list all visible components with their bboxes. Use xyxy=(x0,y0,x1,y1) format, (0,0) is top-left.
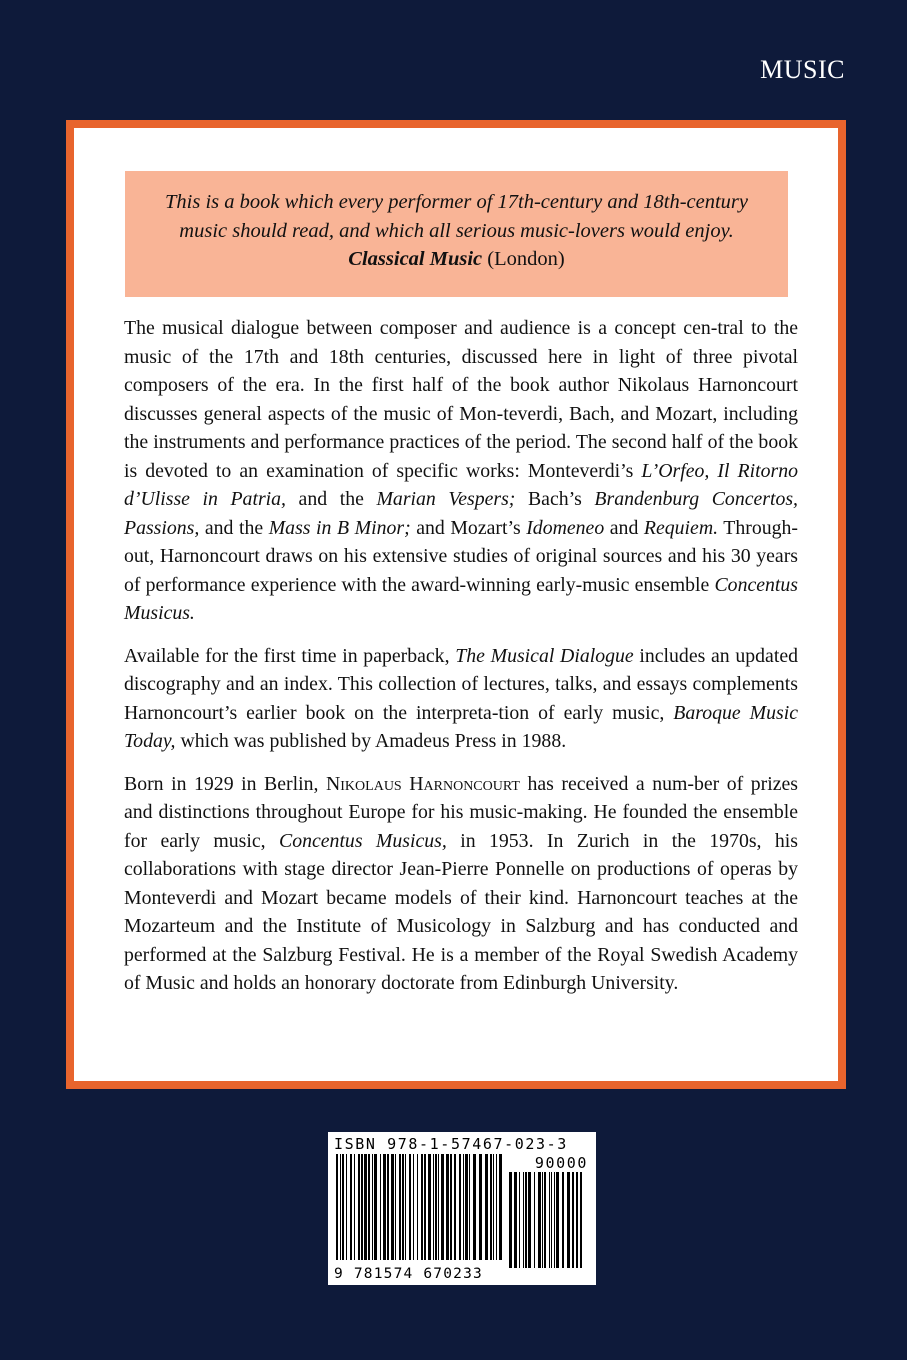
work-title: Requiem. xyxy=(643,516,719,539)
barcode-bar xyxy=(340,1154,341,1260)
work-title: Marian Vespers; xyxy=(376,488,516,510)
paragraph-overview xyxy=(124,314,798,628)
barcode-bar xyxy=(450,1154,452,1260)
ean-barcode-bars xyxy=(336,1154,506,1260)
barcode-bar xyxy=(523,1172,524,1268)
barcode-bar xyxy=(383,1154,386,1260)
price-code: 90000 xyxy=(534,1154,588,1172)
quote-line-2: music should read, and which all serious music-lovers would enjoy. xyxy=(179,219,734,242)
text: Born in 1929 in Berlin, xyxy=(124,772,326,795)
isbn-number: ISBN 978-1-57467-023-3 xyxy=(334,1135,568,1153)
barcode-bar xyxy=(496,1154,497,1260)
barcode-bar xyxy=(358,1154,360,1260)
barcode-bar xyxy=(509,1172,512,1268)
barcode-bar xyxy=(428,1154,431,1260)
text: in 1953. In Zurich in the 1970s, his collaborations with stage director Jean-Pierre Ponnelle on productions of operas by Monteverdi and Mozart became models of their kind. Harnoncourt teaches at the Mozarteum and the Institute of Musicology in Salzburg and has conducted and performed at the Salzburg Festival. He is a member of the Royal Swedish Academy of Music and holds an honorary doctorate from Edinburgh University. xyxy=(124,829,798,994)
barcode-bar xyxy=(465,1154,468,1260)
barcode-bar xyxy=(387,1154,389,1260)
barcode-bar xyxy=(493,1154,494,1260)
barcode-bar xyxy=(336,1154,338,1260)
barcode-bar xyxy=(544,1172,546,1268)
barcode-bar xyxy=(409,1154,411,1260)
barcode-bar xyxy=(346,1154,347,1260)
barcode-bar xyxy=(473,1154,476,1260)
barcode-bar xyxy=(435,1154,437,1260)
barcode-bar xyxy=(402,1154,404,1260)
barcode-bar xyxy=(528,1172,531,1268)
barcode-bar xyxy=(350,1154,352,1260)
barcode-bar xyxy=(567,1172,570,1268)
barcode-bar xyxy=(459,1154,461,1260)
text: and the xyxy=(199,516,269,539)
barcode-bar xyxy=(580,1172,582,1268)
text: has received a num-ber of prizes and distinctions throughout Europe for his music-making. He founded the ensemble for early music, xyxy=(124,772,798,852)
work-title: Idomeneo xyxy=(526,516,605,539)
ean-digits: 9 781574 670233 xyxy=(334,1266,483,1282)
barcode-bar xyxy=(368,1154,370,1260)
text: Bach’s xyxy=(515,488,595,510)
barcode-bar xyxy=(551,1172,552,1268)
barcode-bar xyxy=(534,1172,535,1268)
work-title: Mass in B Minor; xyxy=(268,516,411,539)
paragraph-author-bio xyxy=(124,770,798,998)
barcode-bar xyxy=(380,1154,381,1260)
barcode-bar xyxy=(519,1172,520,1268)
barcode-bar xyxy=(391,1154,394,1260)
work-title: L’Orfeo, Il Ritorno d’Ulisse in Patria, xyxy=(124,459,798,510)
barcode-bar xyxy=(463,1154,464,1260)
barcode-bar xyxy=(395,1154,396,1260)
barcode-bar xyxy=(364,1154,367,1260)
ensemble-name: Concentus Musicus. xyxy=(124,573,798,624)
barcode-bar xyxy=(342,1154,344,1260)
barcode-bar xyxy=(549,1172,550,1268)
book-title: Baroque Music Today, xyxy=(124,701,798,752)
text: and xyxy=(604,516,644,539)
cover-frame xyxy=(66,120,846,1089)
barcode-bar xyxy=(372,1154,373,1260)
barcode-bar xyxy=(454,1154,456,1260)
quote-source xyxy=(125,245,788,274)
barcode-bar xyxy=(413,1154,414,1260)
barcode-bar xyxy=(441,1154,444,1260)
work-title: Brandenburg Concertos, Passions, xyxy=(124,488,799,539)
barcode-bar xyxy=(399,1154,401,1260)
barcode-bar xyxy=(424,1154,426,1260)
barcode-bar xyxy=(405,1154,406,1260)
text: and Mozart’s xyxy=(410,516,527,539)
text: The musical dialogue between composer and audience is a concept cen-tral to the music of the 17th and 18th centuries, discussed here in light of three pivotal composers of the era. In the first half of the book author Nikolaus Harnoncourt discusses general aspects of the music of Mon-teverdi, Bach, and Mozart, including the instruments and performance practices of the period. The second half of the book is devoted to an examination of specific works: Monteverdi’s xyxy=(124,317,798,482)
quote-source-place: (London) xyxy=(487,248,565,270)
text: which was published by Amadeus Press in 1988. xyxy=(175,730,567,752)
paragraph-edition xyxy=(124,642,798,756)
author-name: Nikolaus Harnoncourt xyxy=(325,772,520,795)
barcode-bar xyxy=(562,1172,564,1268)
quote-line-1: This is a book which every performer of 17th-century and 18th-century xyxy=(165,191,748,213)
text: includes an updated discography and an index. This collection of lectures, talks, and essays complements Harnoncourt’s earlier book on the interpreta-tion of early music, xyxy=(124,644,798,724)
barcode-bar xyxy=(556,1172,559,1268)
text: and the xyxy=(285,488,377,510)
barcode-bar xyxy=(490,1154,492,1260)
ensemble-name: Concentus Musicus, xyxy=(279,829,447,852)
barcode-bar xyxy=(572,1172,574,1268)
barcode-bar xyxy=(354,1154,355,1260)
quote-source-name: Classical Music xyxy=(348,248,483,270)
barcode-bar xyxy=(469,1154,470,1260)
barcode-bar xyxy=(525,1172,527,1268)
text: Through-out, Harnoncourt draws on his extensive studies of original sources and his 30 years of performance experience with the award-winning early-music ensemble xyxy=(124,516,798,596)
book-title: The Musical Dialogue xyxy=(455,644,634,667)
barcode-bar xyxy=(538,1172,541,1268)
barcode-bar xyxy=(446,1154,449,1260)
category-label: MUSIC xyxy=(760,55,845,84)
barcode-bar xyxy=(485,1154,488,1260)
description-body xyxy=(124,314,798,1012)
barcode-bar xyxy=(421,1154,423,1260)
isbn-barcode xyxy=(328,1132,596,1285)
barcode-bar xyxy=(361,1154,363,1260)
barcode-bar xyxy=(374,1154,377,1260)
barcode-bar xyxy=(514,1172,517,1268)
barcode-bar xyxy=(479,1154,482,1260)
barcode-bar xyxy=(417,1154,418,1260)
text: Available for the first time in paperback, xyxy=(124,644,456,667)
barcode-bar xyxy=(438,1154,439,1260)
text-panel xyxy=(74,128,838,1081)
barcode-bar xyxy=(576,1172,578,1268)
barcode-bar xyxy=(542,1172,543,1268)
barcode-bar xyxy=(554,1172,555,1268)
barcode-bar xyxy=(433,1154,434,1260)
addon-barcode-bars xyxy=(509,1172,583,1268)
barcode-bar xyxy=(499,1154,502,1260)
review-quote-box xyxy=(125,171,788,297)
